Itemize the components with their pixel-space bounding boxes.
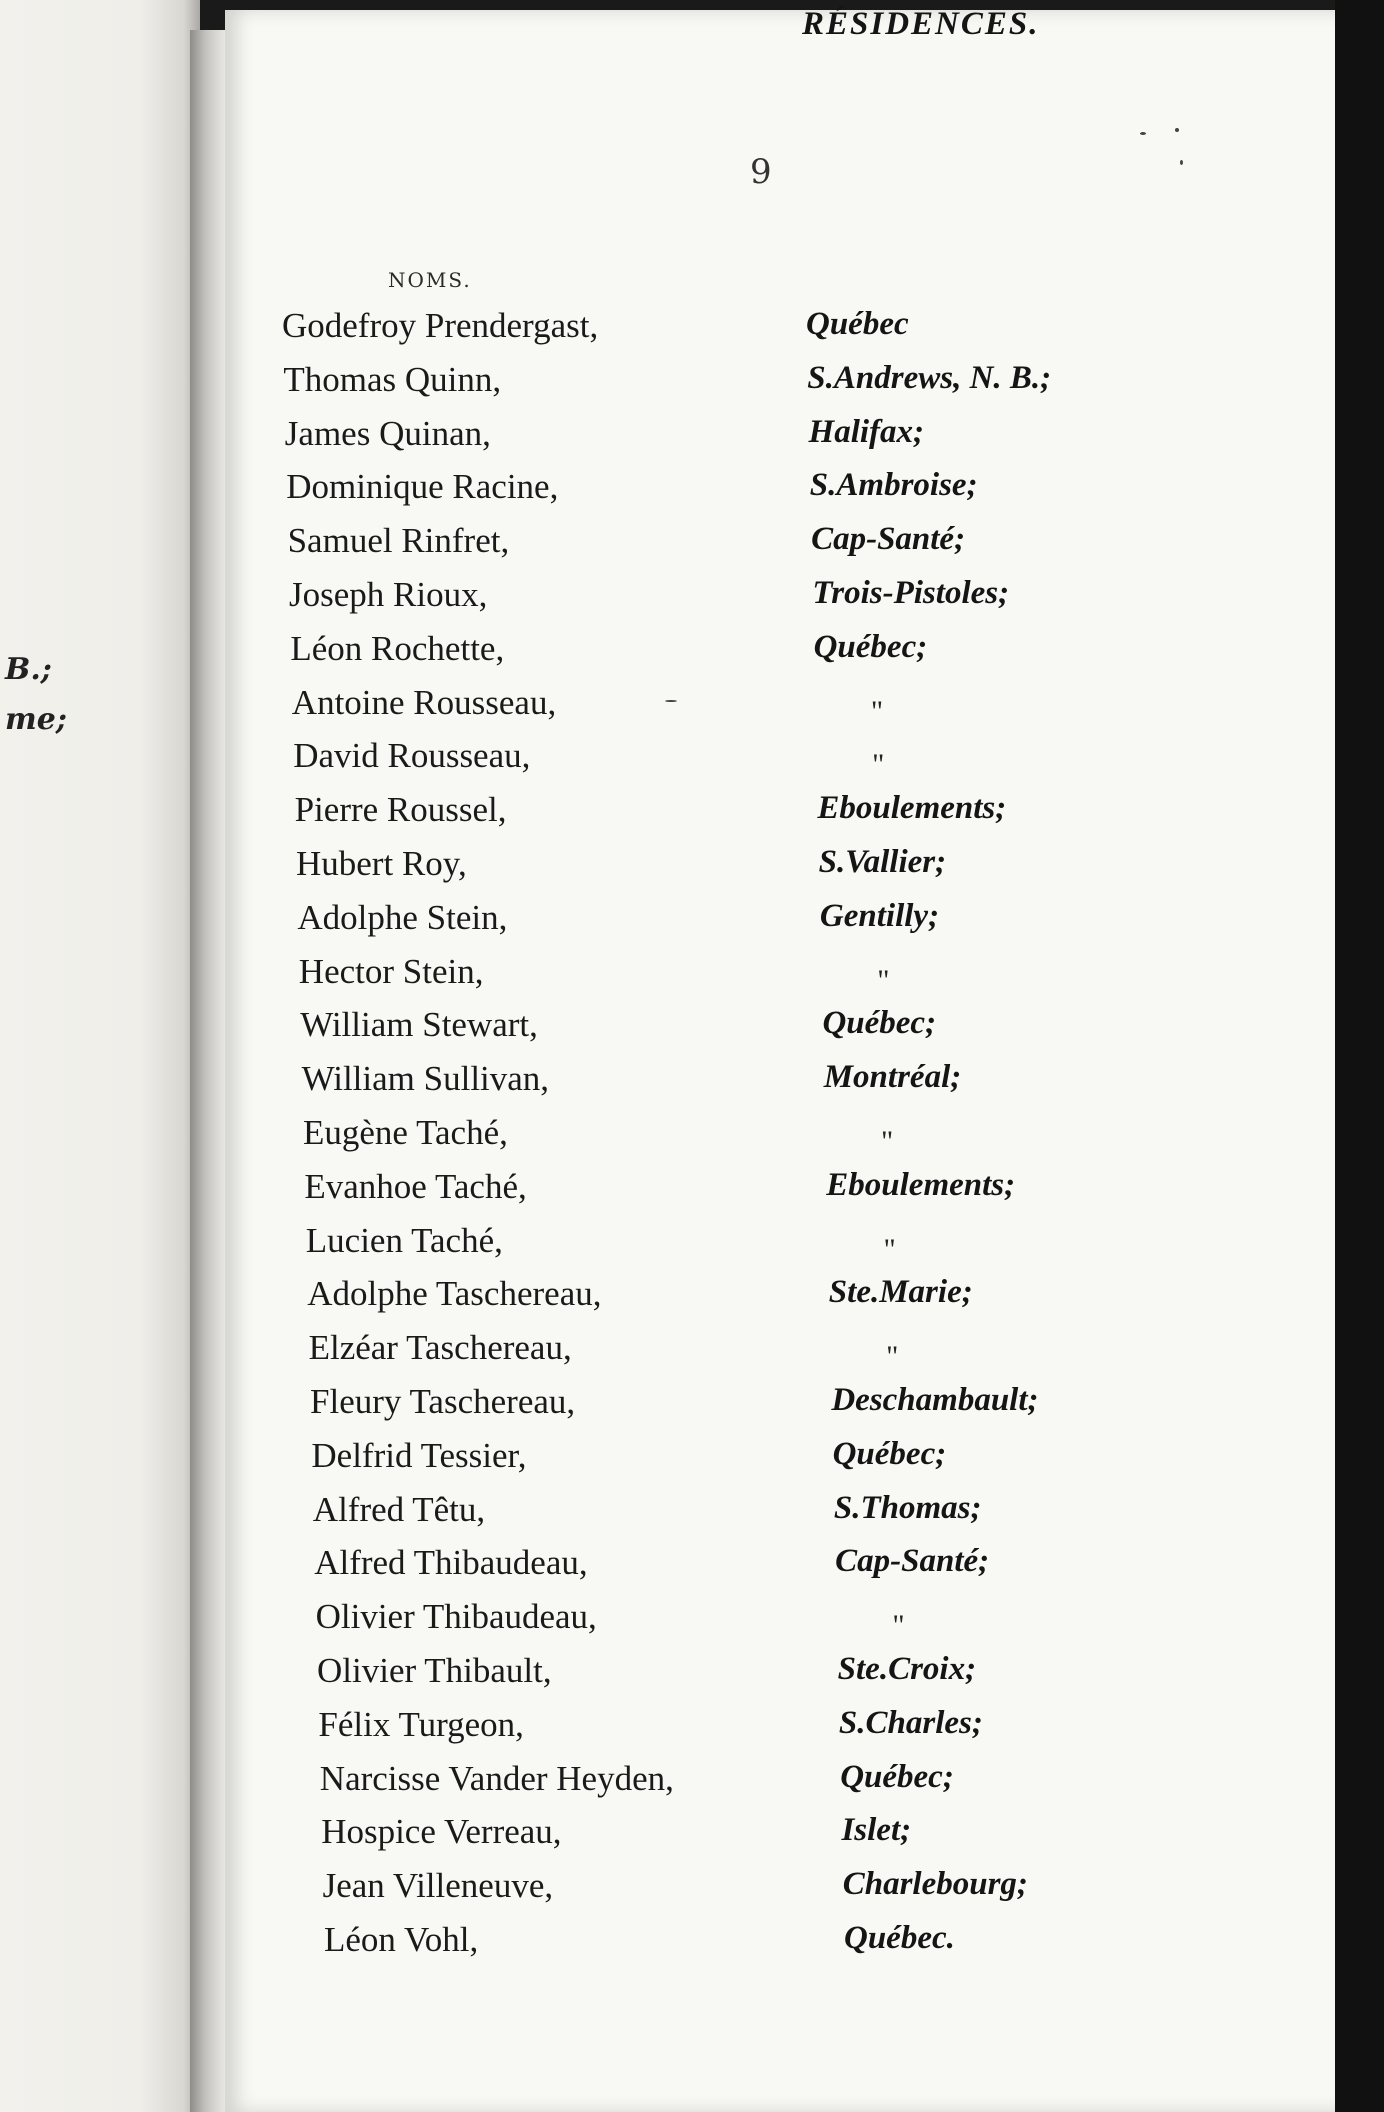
entry-residence-ditto: " [877, 963, 890, 997]
entry-residence: S.Vallier; [818, 843, 947, 880]
list-item [0, 946, 1384, 1000]
list-item [0, 408, 1384, 462]
list-item [0, 784, 1384, 838]
entry-name: David Rousseau, [293, 736, 531, 776]
entry-name: Hector Stein, [298, 951, 484, 991]
entry-residence-ditto: " [892, 1609, 905, 1643]
entry-name: Samuel Rinfret, [287, 521, 510, 561]
entry-name: Alfred Têtu, [312, 1489, 486, 1529]
entry-name: Elzéar Taschereau, [308, 1328, 572, 1368]
entry-name: Alfred Thibaudeau, [314, 1543, 588, 1583]
entry-residence: Eboulements; [817, 790, 1007, 827]
entry-residence: Québec; [822, 1005, 937, 1042]
entry-name: Hospice Verreau, [321, 1812, 562, 1852]
entry-residence: S.Charles; [838, 1704, 983, 1741]
entry-residence: S.Thomas; [833, 1489, 982, 1526]
entry-residence: Cap-Santé; [835, 1543, 990, 1580]
entry-residence: Deschambault; [831, 1381, 1039, 1418]
entry-residence: Charlebourg; [842, 1866, 1028, 1903]
list-item [0, 1537, 1384, 1591]
entry-residence: Québec; [840, 1758, 954, 1795]
list-item [0, 1645, 1384, 1699]
entry-residence-ditto: " [872, 748, 885, 782]
list-item [0, 1215, 1384, 1269]
list-item [0, 1699, 1384, 1753]
entry-name: Godefroy Prendergast, [282, 306, 599, 345]
entry-name: Hubert Roy, [296, 843, 467, 883]
list-item [0, 1591, 1384, 1645]
entry-residence: S.Ambroise; [809, 467, 978, 504]
entry-residence: Gentilly; [819, 897, 940, 934]
entry-residence: Québec; [832, 1435, 947, 1472]
left-page-fragment: B.; [5, 652, 52, 687]
entry-name: Dominique Racine, [286, 467, 559, 507]
entry-name: Adolphe Taschereau, [307, 1274, 602, 1314]
entry-name: Adolphe Stein, [297, 897, 508, 937]
list-item [0, 1806, 1384, 1860]
entry-residence-ditto: " [881, 1124, 894, 1158]
entry-name: Antoine Rousseau, [291, 682, 557, 722]
page-number: 9 [750, 152, 772, 192]
entry-name: Evanhoe Taché, [304, 1166, 527, 1206]
list-item [0, 1161, 1384, 1215]
entry-residence: Montréal; [823, 1059, 962, 1096]
entry-name: Thomas Quinn, [283, 359, 502, 399]
list-item [0, 1860, 1384, 1914]
entry-name: William Sullivan, [301, 1059, 550, 1099]
entry-name: Joseph Rioux, [289, 574, 488, 614]
list-item [0, 515, 1384, 569]
entry-residence: Québec; [813, 628, 928, 665]
entry-name: Jean Villeneuve, [322, 1866, 554, 1906]
entry-name: Olivier Thibault, [317, 1650, 552, 1690]
entry-name: Delfrid Tessier, [311, 1435, 527, 1475]
list-item [0, 730, 1384, 784]
ink-speck [1175, 128, 1179, 132]
left-page-fragment: me; [5, 702, 67, 737]
names-column-header: NOMS. [388, 268, 472, 292]
ink-speck [1180, 160, 1183, 165]
entry-name: Félix Turgeon, [318, 1704, 524, 1744]
entry-residence: Cap-Santé; [811, 521, 966, 558]
list-item [0, 623, 1384, 677]
entry-name: Eugène Taché, [303, 1112, 508, 1152]
entry-residence: Trois-Pistoles; [812, 574, 1010, 611]
entry-name: Pierre Roussel, [294, 790, 507, 830]
list-item [0, 1484, 1384, 1538]
entry-name: Olivier Thibaudeau, [315, 1597, 597, 1637]
list-item [0, 1914, 1384, 1968]
entry-residence: Islet; [841, 1812, 912, 1849]
entry-name: Lucien Taché, [305, 1220, 503, 1260]
entry-residence: Ste.Marie; [828, 1274, 973, 1311]
entry-residence-ditto: " [883, 1232, 896, 1266]
entry-residence-ditto: " [870, 694, 884, 728]
residences-column-header: RÉSIDENCES. [802, 6, 1040, 42]
list-item [0, 1107, 1384, 1161]
entry-name: Léon Rochette, [290, 628, 505, 668]
entry-name: William Stewart, [300, 1005, 538, 1045]
entry-residence-ditto: " [886, 1340, 899, 1374]
entry-name: Narcisse Vander Heyden, [319, 1758, 674, 1798]
list-item [0, 999, 1384, 1053]
entry-name: Léon Vohl, [324, 1919, 479, 1959]
list-item [0, 354, 1384, 408]
entry-residence: Québec. [844, 1919, 955, 1956]
list-item [0, 1322, 1384, 1376]
list-item [0, 1268, 1384, 1322]
ink-speck [1140, 132, 1146, 135]
entry-name: Fleury Taschereau, [310, 1381, 576, 1421]
list-item [0, 1376, 1384, 1430]
list-item [0, 1430, 1384, 1484]
list-item [0, 569, 1384, 623]
list-item [0, 677, 1384, 731]
entry-residence: S.Andrews, N. B.; [807, 359, 1052, 396]
entry-residence: Eboulements; [826, 1166, 1016, 1203]
entry-residence: Halifax; [808, 413, 925, 450]
entries-list [0, 300, 1384, 1968]
list-item [0, 838, 1384, 892]
list-item [0, 1753, 1384, 1807]
entry-name: James Quinan, [284, 413, 491, 453]
list-item [0, 892, 1384, 946]
list-item [0, 300, 1384, 354]
list-item [0, 1053, 1384, 1107]
list-item [0, 461, 1384, 515]
entry-residence: Ste.Croix; [837, 1650, 977, 1687]
entry-residence: Québec [806, 306, 909, 342]
